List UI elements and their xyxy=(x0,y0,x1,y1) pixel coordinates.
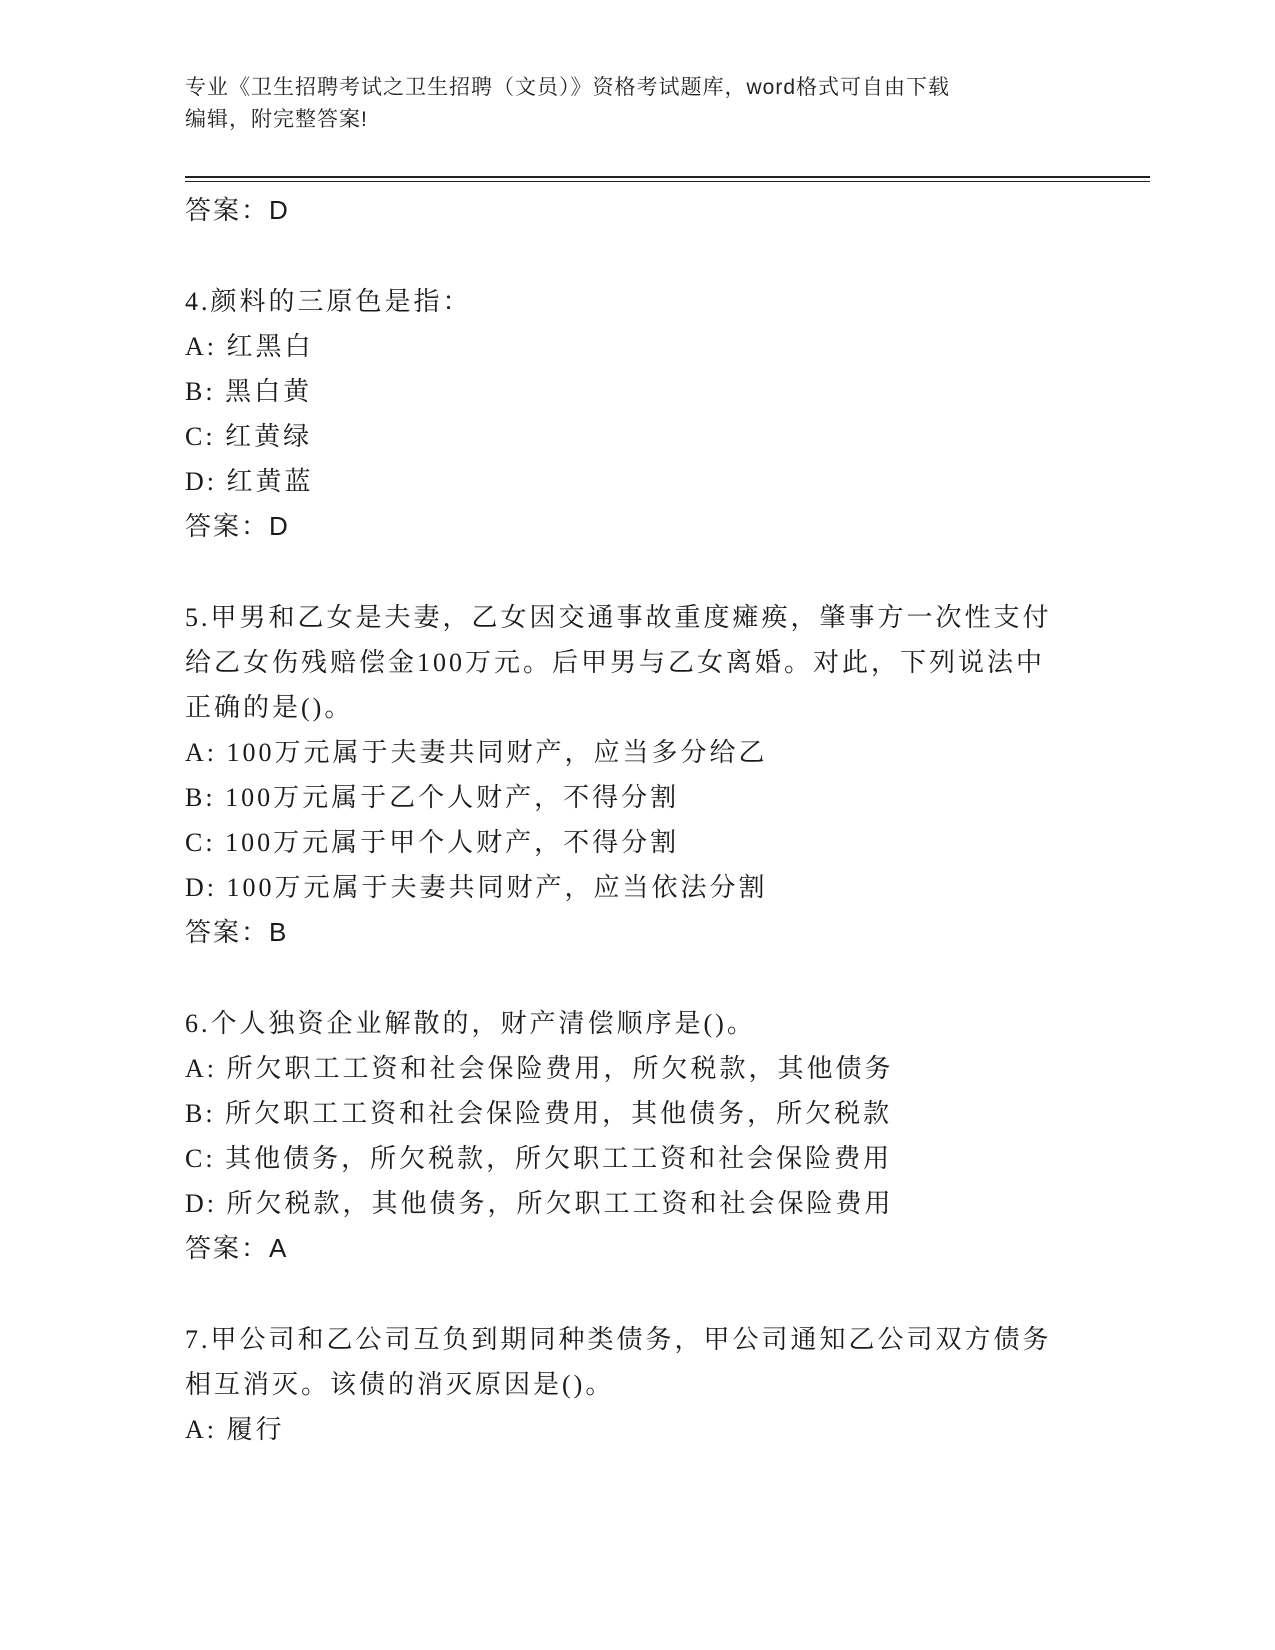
question-stem: 5.甲男和乙女是夫妻，乙女因交通事故重度瘫痪，肇事方一次性支付 xyxy=(185,603,1052,632)
option-c: C: 红黄绿 xyxy=(185,422,313,451)
question-stem: 相互消灭。该债的消灭原因是()。 xyxy=(185,1370,615,1399)
question-4 xyxy=(185,279,1085,549)
header-rule-thick xyxy=(185,176,1150,178)
option-b: B: 100万元属于乙个人财产，不得分割 xyxy=(185,783,680,812)
spacer xyxy=(185,549,1085,595)
answer-line: 答案：D xyxy=(185,195,290,225)
question-stem: 7.甲公司和乙公司互负到期同种类债务，甲公司通知乙公司双方债务 xyxy=(185,1325,1052,1354)
option-c: C: 100万元属于甲个人财产，不得分割 xyxy=(185,828,680,857)
question-7 xyxy=(185,1317,1085,1452)
option-b: B: 黑白黄 xyxy=(185,377,313,406)
option-a: A: 履行 xyxy=(185,1415,285,1444)
question-5 xyxy=(185,595,1085,955)
question-stem: 4.颜料的三原色是指： xyxy=(185,287,472,316)
question-stem: 给乙女伤残赔偿金100万元。后甲男与乙女离婚。对此，下列说法中 xyxy=(185,648,1046,677)
question-stem: 正确的是()。 xyxy=(185,693,354,722)
option-a: A: 所欠职工工资和社会保险费用，所欠税款，其他债务 xyxy=(185,1054,894,1083)
option-d: D: 所欠税款，其他债务，所欠职工工资和社会保险费用 xyxy=(185,1189,894,1218)
spacer xyxy=(185,955,1085,1001)
header-line-1: 专业《卫生招聘考试之卫生招聘（文员）》资格考试题库，word格式可自由下载 xyxy=(185,76,951,99)
option-d: D: 红黄蓝 xyxy=(185,467,314,496)
option-a: A: 100万元属于夫妻共同财产，应当多分给乙 xyxy=(185,738,768,767)
header-line-2: 编辑，附完整答案! xyxy=(185,108,368,131)
header-rule-thin xyxy=(185,181,1150,182)
answer-line: 答案：B xyxy=(185,917,289,947)
page-header xyxy=(185,72,1065,136)
spacer xyxy=(185,1271,1085,1317)
option-c: C: 其他债务，所欠税款，所欠职工工资和社会保险费用 xyxy=(185,1144,893,1173)
spacer xyxy=(185,233,1085,279)
option-d: D: 100万元属于夫妻共同财产，应当依法分割 xyxy=(185,873,768,902)
answer-line: 答案：D xyxy=(185,511,290,541)
question-stem: 6.个人独资企业解散的，财产清偿顺序是()。 xyxy=(185,1009,756,1038)
question-list xyxy=(185,188,1085,1452)
option-a: A: 红黑白 xyxy=(185,332,314,361)
answer-line: 答案：A xyxy=(185,1233,289,1263)
option-b: B: 所欠职工工资和社会保险费用，其他债务，所欠税款 xyxy=(185,1099,893,1128)
question-6 xyxy=(185,1001,1085,1271)
